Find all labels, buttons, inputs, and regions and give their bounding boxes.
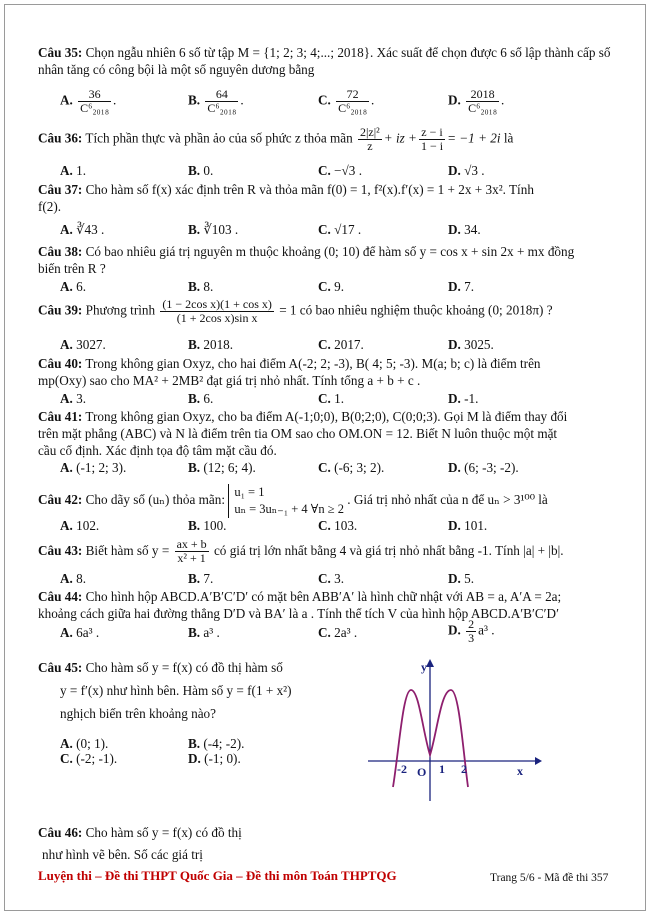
question-43-options	[60, 570, 620, 587]
option-b[interactable]: B. 7.	[188, 571, 214, 586]
option-d[interactable]: D. -1.	[448, 391, 479, 406]
question-42: Câu 42: Cho dãy số (uₙ) thỏa mãn: u₁ = 1 uₙ = 3uₙ₋₁ + 4 ∀n ≥ 2 . Giá trị nhỏ nhất của n để uₙ > 3¹⁰⁰ là	[38, 484, 548, 516]
option-d[interactable]: D. 101.	[448, 518, 488, 533]
option-a[interactable]: A. 1.	[60, 163, 87, 178]
option-a[interactable]: A. (-1; 2; 3).	[60, 460, 127, 475]
graph-origin-label: O	[417, 765, 427, 779]
option-c[interactable]: C. 103.	[318, 518, 358, 533]
option-c[interactable]: C. (-6; 3; 2).	[318, 460, 385, 475]
question-35: Câu 35: Chọn ngẫu nhiên 6 số từ tập M = {1; 2; 3; 4;...; 2018}. Xác suất để chọn được 6 số lập thành cấp số nhân tăng có công bội là một số nguyên dương bằng	[38, 45, 611, 77]
question-36-options	[60, 162, 620, 179]
question-46: Câu 46: Cho hàm số y = f(x) có đồ thị như hình vẽ bên. Số các giá trị	[38, 825, 242, 862]
option-b[interactable]: B. $\frac{64}{\text{C⁶₂₀₁₈}}$ .	[188, 87, 244, 115]
option-c[interactable]: C. 3.	[318, 571, 345, 586]
option-a[interactable]: A. 3.	[60, 391, 87, 406]
question-41: Câu 41: Trong không gian Oxyz, cho ba điểm A(-1;0;0), B(0;2;0), C(0;0;3). Gọi M là điểm thay đổi trên mặt phẳng (ABC) và N là điểm trên tia OM sao cho OM.ON = 12. Biết N luôn thuộc một mặt cầu cố định. Xác định tọa độ tâm mặt cầu đó.	[38, 409, 568, 458]
option-d[interactable]: D. √3 .	[448, 163, 485, 178]
option-c[interactable]: C. √17 .	[318, 222, 362, 237]
graph-tick-minus2: -2	[397, 762, 407, 776]
option-d[interactable]: D. $\frac{2}{3}$ a³ .	[448, 617, 495, 645]
option-b[interactable]: B. 8.	[188, 279, 214, 294]
question-45: Câu 45: Cho hàm số y = f(x) có đồ thị hàm số y = f′(x) như hình bên. Hàm số y = f(1 + x²) nghịch biến trên khoảng nào?	[38, 660, 292, 721]
recurrence-system: u₁ = 1 uₙ = 3uₙ₋₁ + 4 ∀n ≥ 2	[228, 484, 344, 518]
graph-tick-2: 2	[461, 762, 467, 776]
graph-tick-1: 1	[439, 762, 445, 776]
option-d[interactable]: D. (-1; 0).	[188, 751, 241, 766]
option-b[interactable]: B. 0.	[188, 163, 214, 178]
question-45-options-row2	[60, 750, 360, 767]
derivative-graph	[363, 655, 543, 805]
option-b[interactable]: B. 6.	[188, 391, 214, 406]
question-43: Câu 43: Biết hàm số y = $\frac{ax + b}{\text{x² + 1}}$ có giá trị lớn nhất bằng 4 và giá trị nhỏ nhất bằng -1. Tính |a| + |b|.	[38, 537, 564, 566]
option-b[interactable]: B. (-4; -2).	[188, 736, 245, 751]
option-a[interactable]: A. ∛43 .	[60, 222, 105, 237]
option-c[interactable]: C. (-2; -1).	[60, 751, 118, 766]
option-c[interactable]: C. 2a³ .	[318, 625, 358, 640]
option-b[interactable]: B. 2018.	[188, 337, 234, 352]
option-d[interactable]: D. 7.	[448, 279, 475, 294]
page-number: Trang 5/6 - Mã đề thi 357	[490, 872, 609, 884]
question-40: Câu 40: Trong không gian Oxyz, cho hai điểm A(-2; 2; -3), B( 4; 5; -3). M(a; b; c) là điểm trên mp(Oxy) sao cho MA² + 2MB² đạt giá trị nhỏ nhất. Tính tổng a + b + c .	[38, 356, 541, 388]
option-a[interactable]: A. $\frac{36}{\text{C⁶₂₀₁₈}}$ .	[60, 87, 117, 115]
question-35-text: Chọn ngẫu nhiên 6 số từ tập M = {1; 2; 3; 4;...; 2018}. Xác suất để chọn được 6 số lập thành cấp số nhân tăng có công bội là một số nguyên dương bằng	[38, 45, 611, 77]
option-c[interactable]: C. 1.	[318, 391, 345, 406]
question-38: Câu 38: Có bao nhiêu giá trị nguyên m thuộc khoảng (0; 10) để hàm số y = cos x + sin 2x + mx đồng biến trên R ?	[38, 244, 575, 276]
option-a[interactable]: A. 6.	[60, 279, 87, 294]
question-44-options	[60, 617, 620, 654]
option-b[interactable]: B. a³ .	[188, 625, 220, 640]
option-c[interactable]: C. $\frac{72}{\text{C⁶₂₀₁₈}}$ .	[318, 87, 375, 115]
option-d[interactable]: D. (6; -3; -2).	[448, 460, 519, 475]
question-40-options	[60, 390, 620, 407]
option-d[interactable]: D. 5.	[448, 571, 475, 586]
question-38-options	[60, 278, 620, 295]
option-a[interactable]: A. 8.	[60, 571, 87, 586]
graph-y-label: y	[421, 660, 427, 674]
graph-x-label: x	[517, 764, 523, 778]
option-d[interactable]: D. 34.	[448, 222, 481, 237]
question-37-options	[60, 221, 620, 238]
option-a[interactable]: A. (0; 1).	[60, 736, 109, 751]
option-d[interactable]: D. 3025.	[448, 337, 494, 352]
option-a[interactable]: A. 6a³ .	[60, 625, 100, 640]
question-42-options	[60, 517, 620, 534]
y-axis-arrow-icon	[426, 659, 434, 667]
question-37: Câu 37: Cho hàm số f(x) xác định trên R và thỏa mãn f(0) = 1, f²(x).f′(x) = 1 + 2x + 3x². Tính f(2).	[38, 182, 534, 214]
option-b[interactable]: B. 100.	[188, 518, 227, 533]
question-36: Câu 36: Tích phần thực và phần ảo của số phức z thỏa mãn $\frac{\text{2|z|²}}{z}$ + iz + $\frac{z - i}{1 - i}$ = −1 + 2i là	[38, 125, 514, 153]
question-44: Câu 44: Cho hình hộp ABCD.A′B′C′D′ có mặt bên ABB′A′ là hình chữ nhật với AB = a, A′A = 2a; khoảng cách giữa hai đường thẳng D′D và BA′ là a . Tính thể tích V của hình hộp ABCD.A′B′C′D′	[38, 589, 562, 621]
question-39-options	[60, 336, 620, 353]
option-b[interactable]: B. ∛103 .	[188, 222, 239, 237]
question-35-options	[60, 88, 620, 120]
question-39: Câu 39: Phương trình $\frac{\text{(1 − 2cos x)(1 + cos x)}}{\text{(1 + 2cos x)sin x}}$ = 1 có bao nhiêu nghiệm thuộc khoảng (0; 2018π) ?	[38, 297, 553, 325]
option-c[interactable]: C. 2017.	[318, 337, 364, 352]
option-b[interactable]: B. (12; 6; 4).	[188, 460, 256, 475]
question-41-options	[60, 459, 620, 476]
option-c[interactable]: C. −√3 .	[318, 163, 362, 178]
x-axis-arrow-icon	[535, 757, 542, 765]
option-a[interactable]: A. 3027.	[60, 337, 106, 352]
option-a[interactable]: A. 102.	[60, 518, 100, 533]
option-c[interactable]: C. 9.	[318, 279, 345, 294]
footer-title: Luyện thi – Đề thi THPT Quốc Gia – Đề thi môn Toán THPTQG	[38, 868, 397, 883]
option-d[interactable]: D. $\frac{2018}{\text{C⁶₂₀₁₈}}$ .	[448, 87, 505, 115]
